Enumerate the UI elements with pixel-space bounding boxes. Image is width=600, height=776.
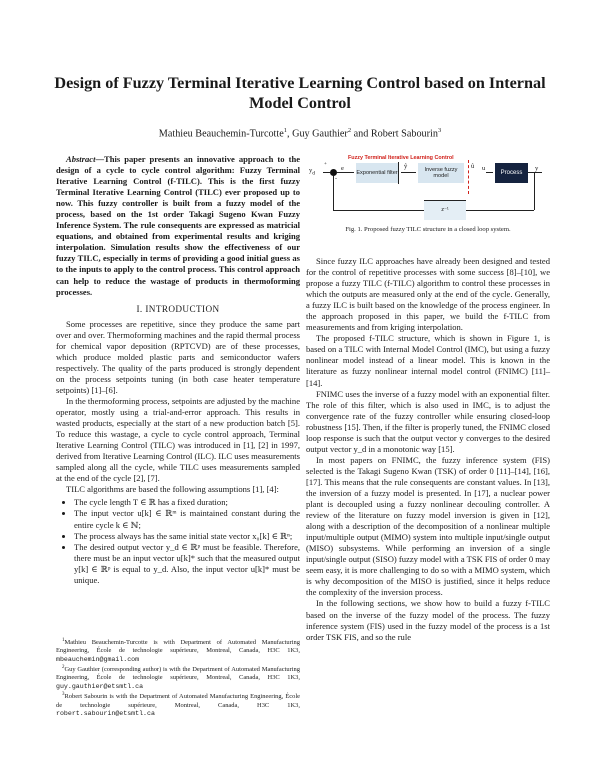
signal-e: e [341, 165, 344, 172]
footnote-email[interactable]: robert.sabourin@etsmtl.ca [56, 709, 155, 717]
abstract [56, 154, 300, 298]
body-paragraph: FNIMC uses the inverse of a fuzzy model with an exponential filter. The role of this filter, which is also used in IMC, is to adjust the convergence rate of the fuzzy controller while ensuring closed-loop robustness [15]. Then, if the filter is properly tuned, the FNIMC closed loop response is such that the output vector y converges to the desired output vector y_d in a monotonic way [15]. [306, 388, 550, 454]
author-mark: 1 [283, 127, 287, 134]
left-column [56, 154, 300, 586]
signal-y: y [535, 165, 539, 172]
abstract-text: This paper presents an innovative approach to the design of a cycle to cycle control algorithm: Fuzzy Terminal Iterative Learning Control (f-TILC). This is the first fuzzy Terminal Iterative Learning Control (TILC) ever proposed up to now. This fuzzy controller is built from a fuzzy model of the process, based on the 1st order Takagi Sugeno Kwan Fuzzy Inference System. The rule consequents are expressed as matricial equations, and obtained from experimental results and kriging interpolation. Simulation results show the effectiveness of our fuzzy TILC, especially in terms of providing a good initial guess as to the inputs to apply to the control process. This control approach can help to reduce the wastage of products in thermoforming processes. [56, 154, 300, 297]
footnote-mark: 2 [62, 665, 65, 671]
wire [401, 172, 416, 173]
wire [337, 172, 354, 173]
intro-paragraph-3: TILC algorithms are based the following assumptions [1], [4]: [66, 484, 279, 495]
exponential-filter-block: Exponential filter [356, 163, 398, 183]
signal-yhat: ŷ [404, 163, 408, 170]
footnote-text: Robert Sabourin is with the Department of Automated Manufacturing Engineering, École de technologie supérieure, Montreal, Canada, H3C 1K3, [56, 693, 300, 709]
right-column [306, 256, 550, 643]
figure-1-caption: Fig. 1. Proposed fuzzy TILC structure in a closed loop system. [345, 226, 511, 233]
controller-group-boundary [468, 160, 469, 194]
body-paragraph: Since fuzzy ILC approaches have already been designed and tested for the control of repetitive processes with some success [8]–[10], we propose a fuzzy TILC (f-TILC) algorithm to control these processes in which the outputs are measured only at the end of the cycle. Generally, a fuzzy ILC is built based on the knowledge of the process engineer. In the approach proposed in this paper, we build the f-TILC from measurements and from kriging interpolation. [306, 256, 550, 333]
assumption-item: • The cycle length T ∈ ℝ has a fixed duration; [74, 497, 300, 508]
author-name: Robert Sabourin [370, 128, 438, 140]
body-paragraph: In the following sections, we show how to build a fuzzy f-TILC based on the inverse of the fuzzy model of the process. The fuzzy inference system (FIS) used in the fuzzy model of the process is a 1st order TSK FIS, and so the rule [306, 598, 550, 642]
block-edge [398, 162, 399, 184]
wire [528, 172, 542, 173]
footnote-email[interactable]: guy.gauthier@etsmtl.ca [56, 682, 144, 690]
wire [486, 172, 493, 173]
inverse-fuzzy-model-block: Inverse fuzzy model [418, 163, 464, 183]
body-paragraph: The proposed f-TILC structure, which is shown in Figure 1, is based on a TILC with Internal Model Control (IMC), but using a fuzzy nonlinear model instead of a linear model. This is known in the literature as fuzzy nonlinear internal model control (FNIMC) [11]–[14]. [306, 333, 550, 388]
assumption-item: • The input vector u[k] ∈ ℝᵐ is maintained constant during the entire cycle k ∈ ℕ; [74, 508, 300, 530]
feedback-wire [534, 172, 535, 210]
feedback-wire [333, 210, 424, 211]
footnote-email[interactable]: mbeauchemin@gmail.com [56, 655, 140, 663]
paper-title: Design of Fuzzy Terminal Iterative Learning Control based on Internal Model Control [54, 74, 546, 112]
footnote-2 [56, 664, 300, 691]
signal-u: u [482, 165, 486, 172]
footnotes [56, 637, 300, 718]
author-separator: and [351, 128, 371, 140]
sum-plus-sign: + [324, 162, 327, 167]
signal-yd: $y_d$ [309, 167, 315, 177]
author-list [40, 124, 560, 140]
author-name: Mathieu Beauchemin-Turcotte [158, 128, 284, 140]
process-block: Process [495, 163, 528, 183]
abstract-label: Abstract [66, 154, 96, 164]
signal-uhat: û [471, 163, 475, 170]
author-name: Guy Gauthier [292, 128, 348, 140]
intro-paragraph-2: In the thermoforming process, setpoints are adjusted by the machine operator, mostly using a trial-and-error approach. This results in wasted products, especially at the start of a new production batch [5]. To reduce this wastage, a cycle to cycle control approach, Terminal Iterative Learning Control (TILC) was introduced in [1], [2] in 1997, derived from Iterative Learning Control (ILC). ILC uses measurements sampled along all the cycle, while TILC uses measurements sampled at the end of the cycle [2], [7]. [56, 395, 300, 484]
footnote-3 [56, 691, 300, 718]
controller-group-label: Fuzzy Terminal Iterative Learning Control [348, 155, 454, 161]
section-heading-introduction: I. INTRODUCTION [136, 303, 220, 314]
abstract-dash: — [95, 154, 104, 164]
summing-junction [330, 169, 337, 176]
feedback-wire [466, 210, 534, 211]
sum-minus-sign: - [335, 176, 337, 182]
assumption-list [56, 497, 300, 585]
footnote-mark: 3 [62, 692, 65, 698]
body-paragraph: In most papers on FNIMC, the fuzzy inference system (FIS) selected is the Takagi Sugeno Kwan (TSK) of order 0 [11]–[14], [16], [17]. This means that the rule consequents are constant values. In [13], the inversion of a fuzzy model is presented. In [17], a nuclear power plant is decoupled using a fuzzy nonlinear decouling controller. A review of the literature on fuzzy model inversion is given in [12], along with a description of the decomposition of a nonlinear multiple input/multiple output (MIMO) system into multiple input/single output (MISO) subsystems. While performing an inversion of a single input/single output (SISO) fuzzy model with a TSK FIS of order 0 may seem easy, it is more challenging to do so with a MIMO system, which is why decomposition of the MISO is justified, since it helps reduce the complexity of the inversion process. [306, 454, 550, 598]
author-mark: 2 [347, 127, 352, 134]
intro-paragraph-1: Some processes are repetitive, since they produce the same part over and over. Thermoforming machines and the rapid thermal process for chemical vapor deposition (RPTCVD) are of these processes, which produce molded plastic parts and semiconductor wafers respectively. The quality of the parts produced is strongly dependent on the process setpoints tuning (in both case heater temperature setpoints) [1]–[6]. [56, 318, 300, 395]
assumption-item: • The process always has the same initial state vector x₀[k] ∈ ℝⁿ; [74, 531, 300, 542]
unit-delay-block: z⁻¹ [424, 200, 466, 220]
footnote-1 [56, 637, 300, 664]
block-edge [424, 200, 466, 201]
footnote-mark: 1 [62, 638, 65, 643]
footnote-text: Mathieu Beauchemin-Turcotte is with Department of Automated Manufacturing Engineering, École de technologie supérieure, Montreal, Canada, H3C 1K3, [56, 639, 300, 655]
author-mark: 3 [437, 127, 442, 134]
assumption-item: • The desired output vector y_d ∈ ℝᵖ must be feasible. Therefore, there must be an input vector u[k]* such that the measured output y[k] ∈ ℝᵖ is equal to y_d. Also, the input vector u[k]* must be unique. [74, 542, 300, 586]
wire [323, 172, 330, 173]
footnote-text: Guy Gauthier (corresponding author) is with the Department of Automated Manufacturing Engineering, École de technologie supérieure, Montreal, Canada, H3C 1K3, [56, 666, 300, 682]
author-separator: , [287, 128, 293, 140]
feedback-wire [333, 176, 334, 211]
